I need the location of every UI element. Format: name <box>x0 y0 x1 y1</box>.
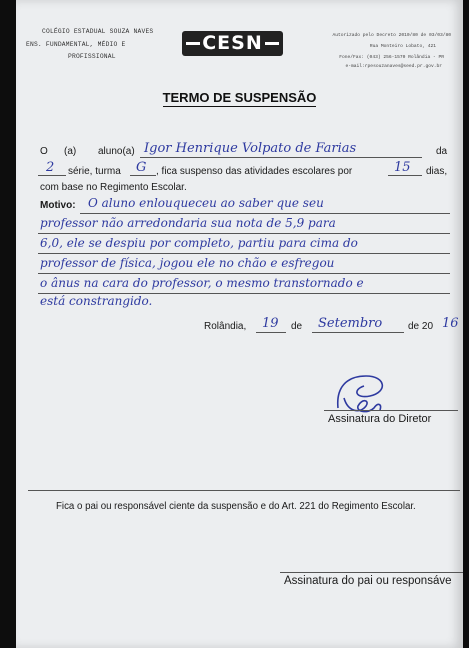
school-levels-2: PROFISSIONAL <box>68 53 116 60</box>
school-levels: ENS. FUNDAMENTAL, MÉDIO E <box>26 41 126 48</box>
date-city: Rolândia, <box>204 321 247 332</box>
date-day: 19 <box>262 316 279 331</box>
address-line: Rua Monteiro Lobato, 421 <box>369 44 436 49</box>
phone-line: Fone/Fax: (043) 256-1570 Rolândia - PR <box>339 55 444 60</box>
director-signature-line <box>324 410 458 411</box>
section-separator <box>28 490 460 491</box>
label-motivo: Motivo: <box>40 200 76 211</box>
parent-signature-label: Assinatura do pai ou responsáve <box>284 575 452 587</box>
motivo-rule-1 <box>80 213 450 214</box>
authorization-line: Autorizado pelo Decreto 2010/80 de 03/03/80 <box>332 33 451 38</box>
motivo-line-4: professor de física, jogou ele no chão e esfregou <box>40 256 335 270</box>
days-line <box>388 175 422 176</box>
serie-line <box>38 175 66 176</box>
school-name: COLÉGIO ESTADUAL SOUZA NAVES <box>42 28 154 35</box>
motivo-rule-2 <box>38 233 450 234</box>
motivo-line-5: o ânus na cara do professor, o mesmo transtornado e <box>40 276 364 290</box>
label-aluno: aluno(a) <box>98 146 135 157</box>
label-serie: série, turma <box>68 166 121 177</box>
turma-line <box>130 175 156 176</box>
label-da: da <box>436 146 448 157</box>
motivo-line-6: está constrangido. <box>40 294 153 308</box>
label-de-1: de <box>291 321 303 332</box>
date-month-line <box>312 332 404 333</box>
label-suspenso: , fica suspenso das atividades escolares por <box>156 166 353 177</box>
days-value: 15 <box>394 160 411 175</box>
parent-statement: Fica o pai ou responsável ciente da suspensão e do Art. 221 do Regimento Escolar. <box>56 501 416 512</box>
turma-value: G <box>136 160 147 175</box>
label-a: (a) <box>64 146 77 157</box>
director-signature-label: Assinatura do Diretor <box>328 413 432 425</box>
motivo-line-3: 6,0, ele se despiu por completo, partiu para cima do <box>40 236 358 250</box>
motivo-rule-4 <box>38 273 450 274</box>
label-de-2: de 20 <box>408 321 434 332</box>
document-sheet <box>16 0 463 648</box>
date-month: Setembro <box>318 316 383 331</box>
school-logo: CESN <box>182 31 283 56</box>
document-title: TERMO DE SUSPENSÃO <box>162 90 317 105</box>
label-regimento: com base no Regimento Escolar. <box>40 182 187 193</box>
label-dias: dias, <box>426 166 448 177</box>
date-year: 16 <box>442 316 459 331</box>
student-name: Igor Henrique Volpato de Farias <box>144 141 357 156</box>
email-line: e-mail:rpesouzanaves@seed.pr.gov.br <box>345 64 442 69</box>
parent-signature-line <box>280 572 463 573</box>
motivo-line-1: O aluno enlouqueceu ao saber que seu <box>88 196 324 210</box>
label-o: O <box>40 146 48 157</box>
serie-value: 2 <box>46 160 55 175</box>
student-name-line <box>140 157 422 158</box>
motivo-line-2: professor não arredondaria sua nota de 5,9 para <box>40 216 336 230</box>
date-day-line <box>256 332 286 333</box>
motivo-rule-3 <box>38 253 450 254</box>
